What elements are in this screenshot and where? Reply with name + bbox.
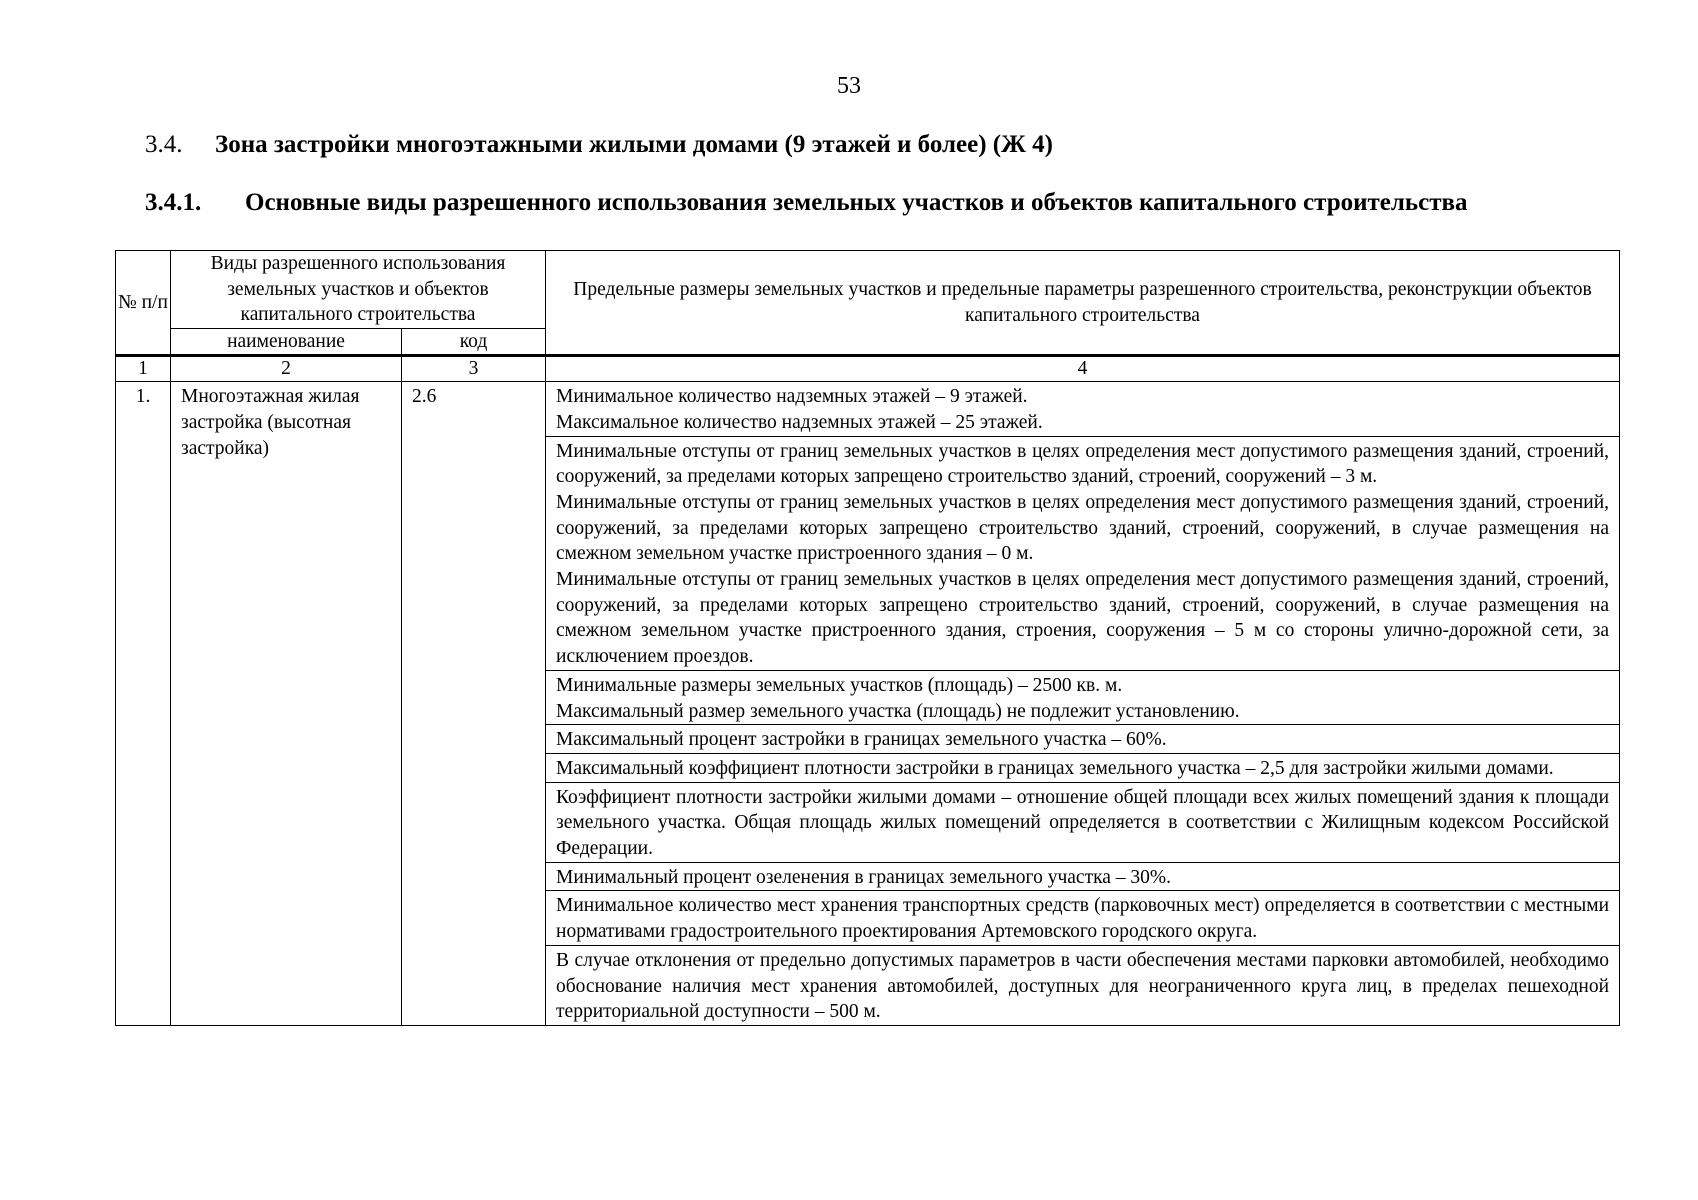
section-title: Зона застройки многоэтажными жилыми домами (9 этажей и более) (Ж 4) [215,131,1053,158]
parameter-text: В случае отклонения от предельно допустимых параметров в части обеспечения местами парковки автомобилей, необходимо обоснование наличия мест хранения автомобилей, доступных для неограниченного круга лиц, в пределах пешеходной территориальной доступности – 500 м. [556,949,1610,1023]
parameter-text: Минимальные отступы от границ земельных участков в целях определения мест допустимого размещения зданий, строений, сооружений, за пределами которых запрещено строительство зданий, строений, сооружений, в случае размещения на смежном земельном участке пристроенного здания, строения, сооружения – 5 м со стороны улично-дорожной сети, за исключением проездов. [556,569,1610,668]
subsection-heading [145,187,1617,219]
parameter-cell-parking-deviation [546,945,1620,1025]
parameter-cell-setbacks [546,436,1620,670]
column-number-row [116,356,1620,382]
subsection-number: 3.4.1. [145,189,202,216]
parameter-text: Минимальный процент озеленения в границах земельного участка – 30%. [556,866,1172,888]
column-number: 1 [116,356,171,382]
header-no: № п/п [116,251,171,356]
header-name: наименование [171,329,402,356]
column-number: 3 [402,356,546,382]
section-number: 3.4. [145,131,183,158]
parameter-cell-coverage [546,725,1620,754]
use-type-code: 2.6 [402,382,546,1026]
parameter-text: Коэффициент плотности застройки жилыми домами – отношение общей площади всех жилых помещений здания к площади земельного участка. Общая площадь жилых помещений определяется в соответствии с Жилищным кодексом Российской Федерации. [556,786,1610,860]
parameter-cell-density-definition [546,782,1620,862]
parameter-cell-parking [546,891,1620,945]
parameter-cell-plot-size [546,670,1620,724]
parameter-text: Минимальные отступы от границ земельных участков в целях определения мест допустимого размещения зданий, строений, сооружений, за пределами которых запрещено строительство зданий, строений, сооружений – 3 м. [556,440,1610,488]
parameter-text: Минимальное количество мест хранения транспортных средств (парковочных мест) определяется в соответствии с местными нормативами градостроительного проектирования Артемовского городского округа. [556,895,1610,943]
subsection-title: Основные виды разрешенного использования земельных участков и объектов капитального строительства [245,189,1468,216]
header-types-group: Виды разрешенного использования земельных участков и объектов капитального строительства [171,251,546,329]
use-type-name: Многоэтажная жилая застройка (высотная застройка) [171,382,402,1026]
parameter-text: Минимальные отступы от границ земельных участков в целях определения мест допустимого размещения зданий, строений, сооружений, за пределами которых запрещено строительство зданий, строений, сооружений, в случае размещения на смежном земельном участке пристроенного здания – 0 м. [556,491,1610,565]
parameter-text: Максимальный размер земельного участка (площадь) не подлежит установлению. [556,700,1240,722]
parameter-text: Максимальный коэффициент плотности застройки в границах земельного участка – 2,5 для застройки жилыми домами. [556,757,1554,779]
parameter-cell-greening [546,862,1620,891]
column-number: 4 [546,356,1620,382]
header-code: код [402,329,546,356]
parameter-text: Максимальное количество надземных этажей – 25 этажей. [556,411,1043,433]
parameter-text: Минимальные размеры земельных участков (площадь) – 2500 кв. м. [556,674,1123,696]
header-limits: Предельные размеры земельных участков и предельные параметры разрешенного строительства, реконструкции объектов капитального строительства [546,251,1620,356]
table-row [116,382,1620,436]
section-heading [145,130,1053,160]
table-header-row [116,251,1620,329]
parameter-text: Минимальное количество надземных этажей – 9 этажей. [556,386,1028,408]
regulations-table [115,250,1620,1026]
row-number: 1. [116,382,171,1026]
parameter-cell-floors [546,382,1620,436]
parameter-text: Максимальный процент застройки в границах земельного участка – 60%. [556,729,1167,751]
parameter-cell-density-max [546,753,1620,782]
column-number: 2 [171,356,402,382]
page-number: 53 [837,73,861,99]
